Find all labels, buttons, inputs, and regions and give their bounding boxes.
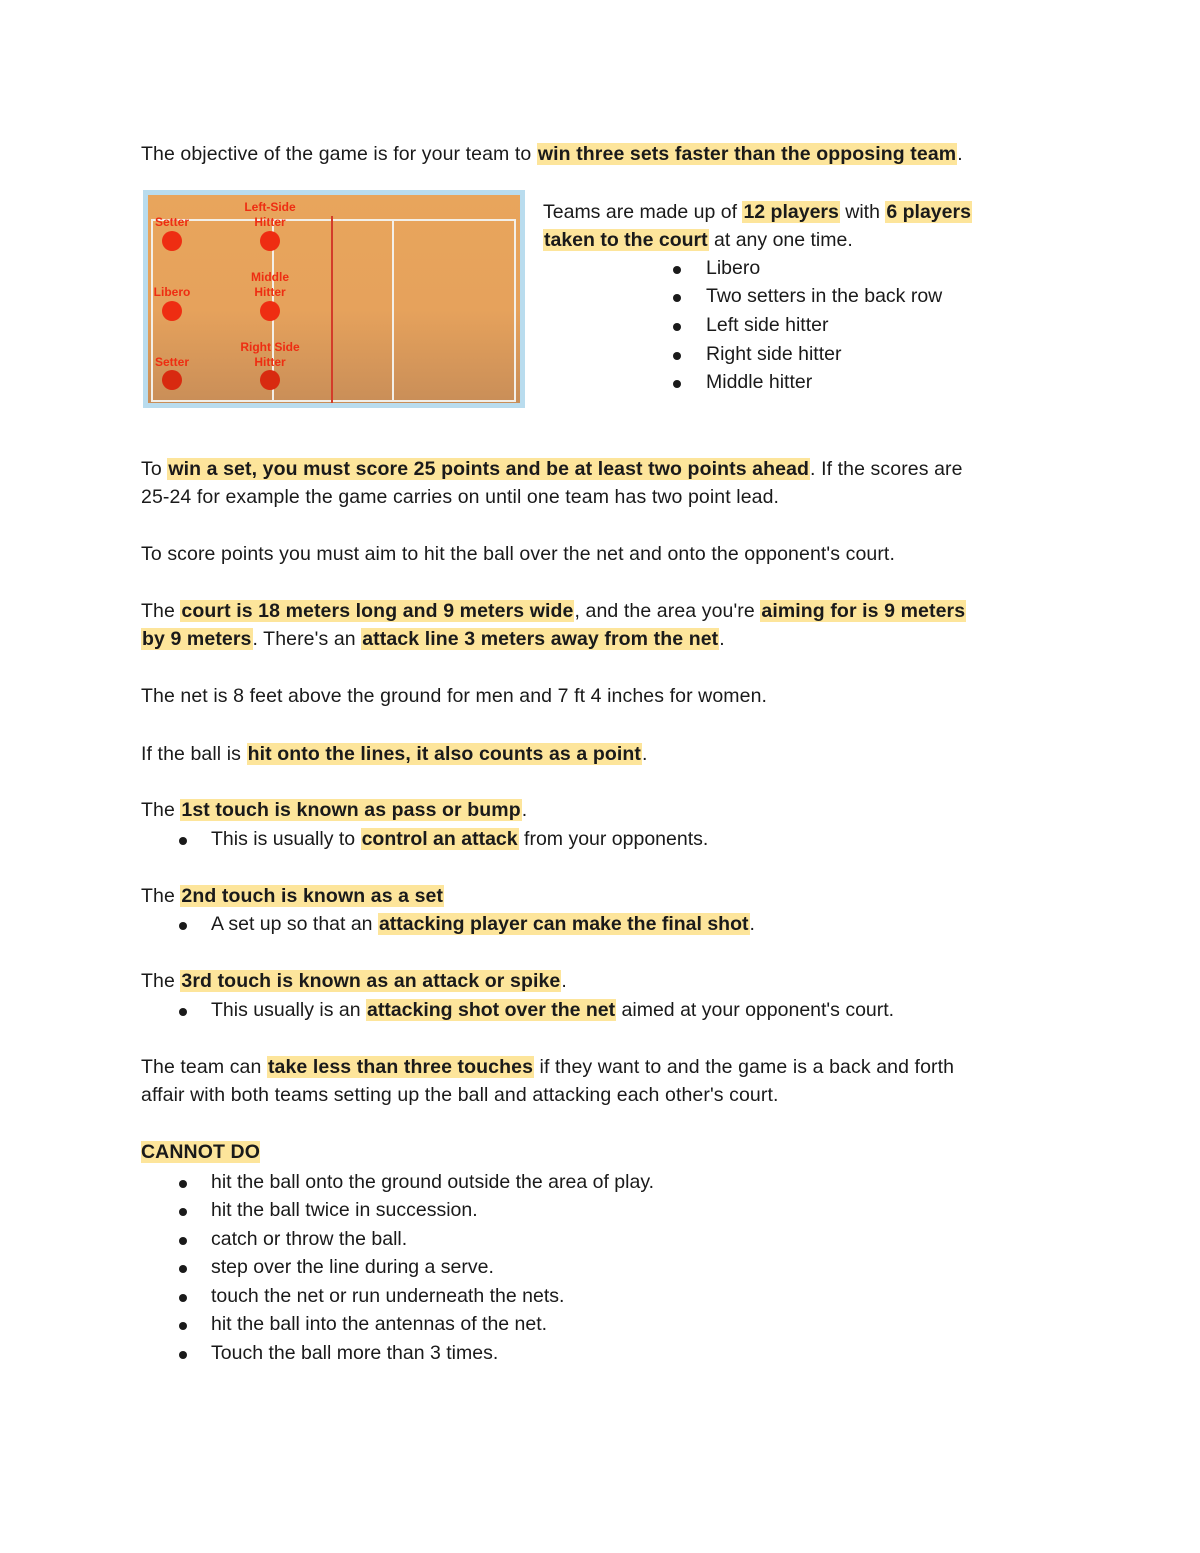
bullet-icon — [673, 352, 681, 360]
highlight: aiming for is 9 meters — [761, 600, 966, 622]
player-libero — [162, 301, 182, 321]
lines-paragraph — [141, 740, 648, 768]
list-item: catch or throw the ball. — [211, 1228, 408, 1250]
list-item: Libero — [706, 257, 761, 279]
highlight: by 9 meters — [142, 628, 252, 650]
bullet-icon — [179, 1208, 187, 1216]
list-item: hit the ball into the antennas of the net. — [211, 1313, 548, 1335]
label-left-side-hitter: Hitter — [254, 215, 286, 229]
court-size-line-2 — [141, 625, 725, 653]
score-paragraph: To score points you must aim to hit the ball over the net and onto the opponent's court. — [141, 543, 895, 565]
cannot-do-heading — [141, 1138, 260, 1166]
highlight: CANNOT DO — [141, 1141, 260, 1163]
text: . — [749, 913, 755, 935]
bullet-icon — [179, 1351, 187, 1359]
text: If the ball is — [141, 743, 247, 765]
highlight: 2nd touch is known as a set — [181, 885, 444, 907]
text: . There's an — [252, 628, 362, 650]
text: at any one time. — [708, 229, 853, 251]
bullet-icon — [179, 1008, 187, 1016]
bullet-icon — [179, 1322, 187, 1330]
text: with — [839, 201, 886, 223]
highlight: 1st touch is known as pass or bump — [181, 799, 521, 821]
text: if they want to and the game is a back and forth — [534, 1056, 955, 1078]
label-right-side-hitter: Hitter — [254, 355, 286, 369]
list-item: hit the ball onto the ground outside the area of play. — [211, 1171, 655, 1193]
objective-paragraph — [141, 140, 963, 168]
bullet-icon — [673, 266, 681, 274]
label-right-side: Right Side — [240, 340, 300, 354]
win-set-line-2: 25-24 for example the game carries on until one team has two point lead. — [141, 486, 780, 508]
touches-line-1 — [141, 1053, 954, 1081]
text: . — [521, 799, 528, 821]
bullet-icon — [673, 323, 681, 331]
list-item: Left side hitter — [706, 314, 829, 336]
highlight: hit onto the lines, it also counts as a point — [247, 743, 642, 765]
label-setter-top: Setter — [154, 215, 190, 229]
bullet-icon — [179, 1180, 187, 1188]
text: . — [642, 743, 648, 765]
text: , and the area you're — [574, 600, 761, 622]
highlight: court is 18 meters long and 9 meters wide — [181, 600, 574, 622]
list-item: touch the net or run underneath the nets. — [211, 1285, 565, 1307]
touch-2-bullet — [211, 910, 755, 938]
list-item: Two setters in the back row — [706, 285, 943, 307]
player-right-side-hitter — [260, 370, 280, 390]
bullet-icon — [179, 1237, 187, 1245]
label-libero: Libero — [153, 285, 191, 299]
highlight: control an attack — [361, 828, 518, 850]
label-middle: Middle — [251, 270, 289, 284]
text: Teams are made up of — [543, 201, 743, 223]
bullet-icon — [179, 1294, 187, 1302]
highlight: 6 players — [886, 201, 971, 223]
text: This usually is an — [211, 999, 366, 1021]
player-left-side-hitter — [260, 231, 280, 251]
net-paragraph: The net is 8 feet above the ground for men and 7 ft 4 inches for women. — [141, 685, 768, 707]
court-svg — [143, 190, 525, 408]
bullet-icon — [179, 837, 187, 845]
win-set-line-1 — [141, 455, 963, 483]
touch-1-heading — [141, 796, 527, 824]
text: . If the scores are — [810, 458, 963, 480]
player-setter-bottom — [162, 370, 182, 390]
highlight: attack line 3 meters away from the net — [362, 628, 719, 650]
text: The objective of the game is for your team to — [141, 143, 537, 165]
touch-3-bullet — [211, 996, 894, 1024]
court-size-line-1 — [141, 597, 966, 625]
highlight: win a set, you must score 25 points and be at least two points ahead — [168, 458, 810, 480]
touch-3-heading — [141, 967, 567, 995]
court-floor — [148, 195, 520, 403]
text: The — [141, 799, 181, 821]
text: . — [561, 970, 567, 992]
highlight: taken to the court — [544, 229, 708, 251]
text: To — [141, 458, 168, 480]
text: The — [141, 600, 181, 622]
text: . — [957, 143, 963, 165]
label-left-side: Left-Side — [244, 200, 296, 214]
bullet-icon — [179, 1265, 187, 1273]
bullet-icon — [673, 294, 681, 302]
list-item: Touch the ball more than 3 times. — [211, 1342, 499, 1364]
list-item: step over the line during a serve. — [211, 1256, 494, 1278]
player-middle-hitter — [260, 301, 280, 321]
highlight: 12 players — [743, 201, 839, 223]
bullet-icon — [673, 380, 681, 388]
highlight: attacking player can make the final shot — [378, 913, 749, 935]
list-item: Right side hitter — [706, 343, 842, 365]
text: . — [719, 628, 725, 650]
highlight: win three sets faster than the opposing team — [537, 143, 957, 165]
teams-line-2 — [543, 226, 853, 254]
player-setter-top — [162, 231, 182, 251]
text: A set up so that an — [211, 913, 378, 935]
text: The — [141, 970, 181, 992]
teams-line-1 — [543, 198, 972, 226]
court-diagram — [143, 190, 525, 408]
touches-line-2: affair with both teams setting up the ball and attacking each other's court. — [141, 1084, 779, 1106]
touch-1-bullet — [211, 825, 708, 853]
label-middle-hitter: Hitter — [254, 285, 286, 299]
text: This is usually to — [211, 828, 361, 850]
highlight: attacking shot over the net — [366, 999, 616, 1021]
highlight: take less than three touches — [267, 1056, 534, 1078]
text: from your opponents. — [518, 828, 709, 850]
bullet-icon — [179, 922, 187, 930]
highlight: 3rd touch is known as an attack or spike — [181, 970, 561, 992]
text: The — [141, 885, 181, 907]
text: The team can — [141, 1056, 267, 1078]
list-item: hit the ball twice in succession. — [211, 1199, 478, 1221]
list-item: Middle hitter — [706, 371, 813, 393]
touch-2-heading — [141, 882, 444, 910]
label-setter-bottom: Setter — [154, 355, 190, 369]
text: aimed at your opponent's court. — [616, 999, 895, 1021]
